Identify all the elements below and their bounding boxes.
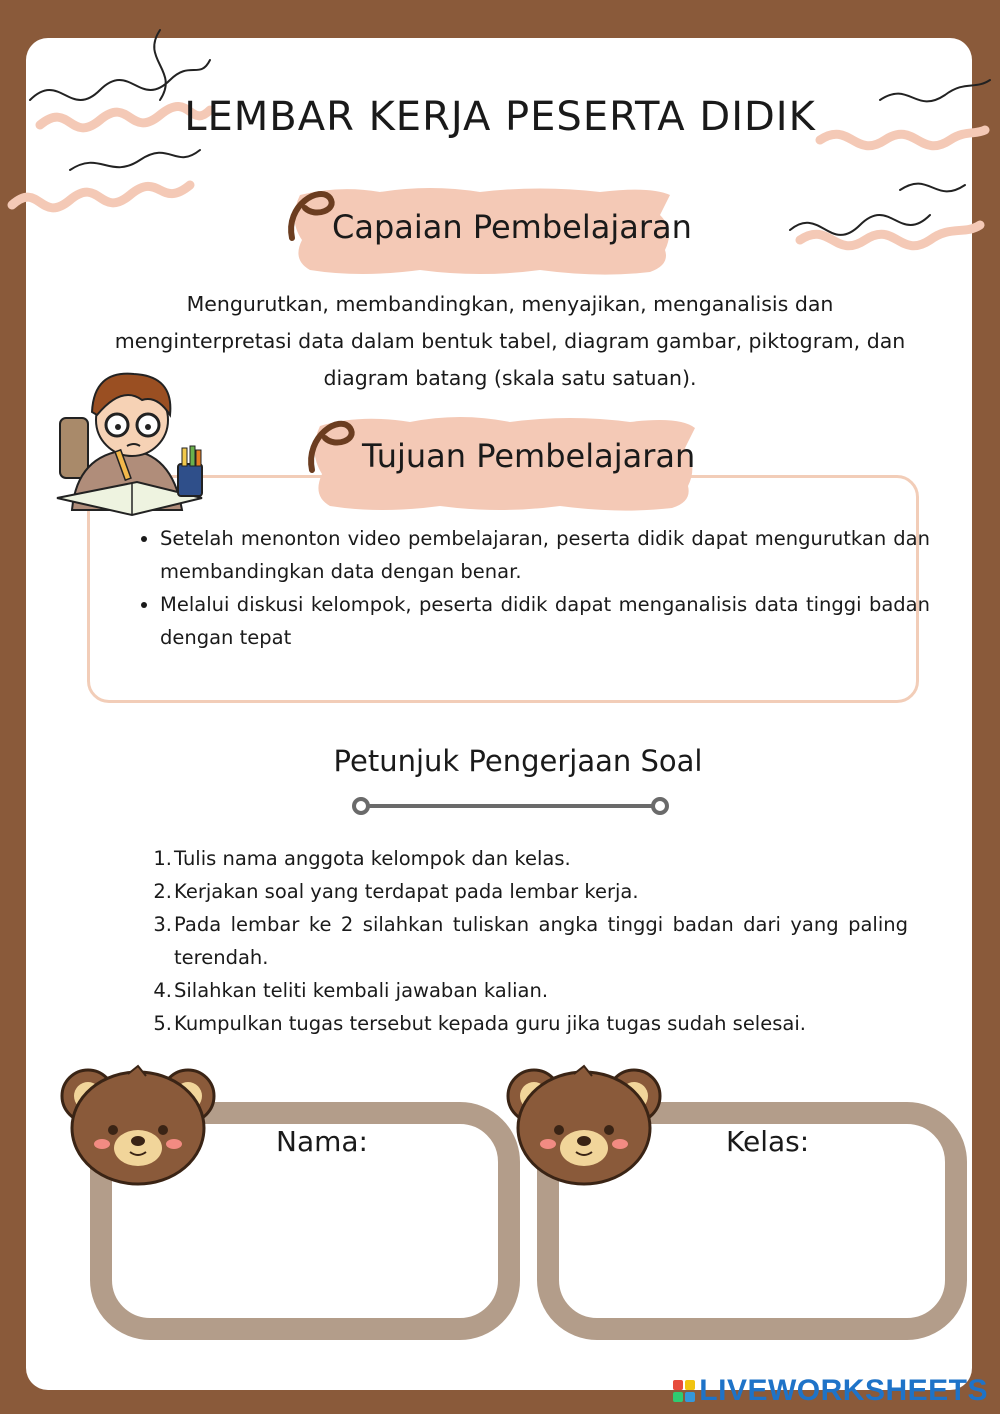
- capaian-text: Mengurutkan, membandingkan, menyajikan, menganalisis dan menginterpretasi data dalam bentuk tabel, diagram gambar, piktogram, dan diagram batang (skala satu satuan).: [114, 292, 906, 390]
- step-number: 4.: [153, 979, 172, 1002]
- capaian-heading: Capaian Pembelajaran: [332, 208, 692, 246]
- page-title: LEMBAR KERJA PESERTA DIDIK: [184, 94, 816, 140]
- instruction-item: [150, 974, 908, 1007]
- instruction-item: [150, 908, 908, 974]
- step-text: Tulis nama anggota kelompok dan kelas.: [174, 847, 571, 870]
- watermark-text: LIVEWORKSHEETS: [699, 1374, 988, 1407]
- nama-label: Nama:: [276, 1125, 368, 1158]
- instruction-item: [150, 842, 908, 875]
- instruction-list: [150, 842, 908, 1040]
- kelas-label: Kelas:: [726, 1125, 810, 1158]
- liveworksheets-watermark: [673, 1374, 988, 1408]
- step-text: Kumpulkan tugas tersebut kepada guru jika tugas sudah selesai.: [174, 1012, 806, 1035]
- step-number: 5.: [153, 1012, 172, 1035]
- instruction-item: [150, 1007, 908, 1040]
- step-number: 1.: [153, 847, 172, 870]
- step-text: Kerjakan soal yang terdapat pada lembar kerja.: [174, 880, 639, 903]
- step-number: 3.: [153, 913, 172, 936]
- liveworksheets-logo-icon: [673, 1380, 695, 1402]
- tujuan-heading: Tujuan Pembelajaran: [362, 437, 696, 475]
- step-text: Pada lembar ke 2 silahkan tuliskan angka tinggi badan dari yang paling terendah.: [174, 913, 908, 969]
- tujuan-item: • Melalui diskusi kelompok, peserta didik dapat menganalisis data tinggi badan dengan tepat: [160, 588, 930, 654]
- bear-icon: [504, 1058, 664, 1188]
- divider-line: [350, 795, 675, 817]
- bear-icon: [58, 1058, 218, 1188]
- student-illustration: [52, 360, 212, 525]
- instruction-item: [150, 875, 908, 908]
- step-number: 2.: [153, 880, 172, 903]
- tujuan-item: • Setelah menonton video pembelajaran, peserta didik dapat mengurutkan dan membandingkan data dengan benar.: [160, 522, 930, 588]
- petunjuk-heading: Petunjuk Pengerjaan Soal: [333, 744, 703, 778]
- step-text: Silahkan teliti kembali jawaban kalian.: [174, 979, 549, 1002]
- tujuan-list: [130, 522, 930, 654]
